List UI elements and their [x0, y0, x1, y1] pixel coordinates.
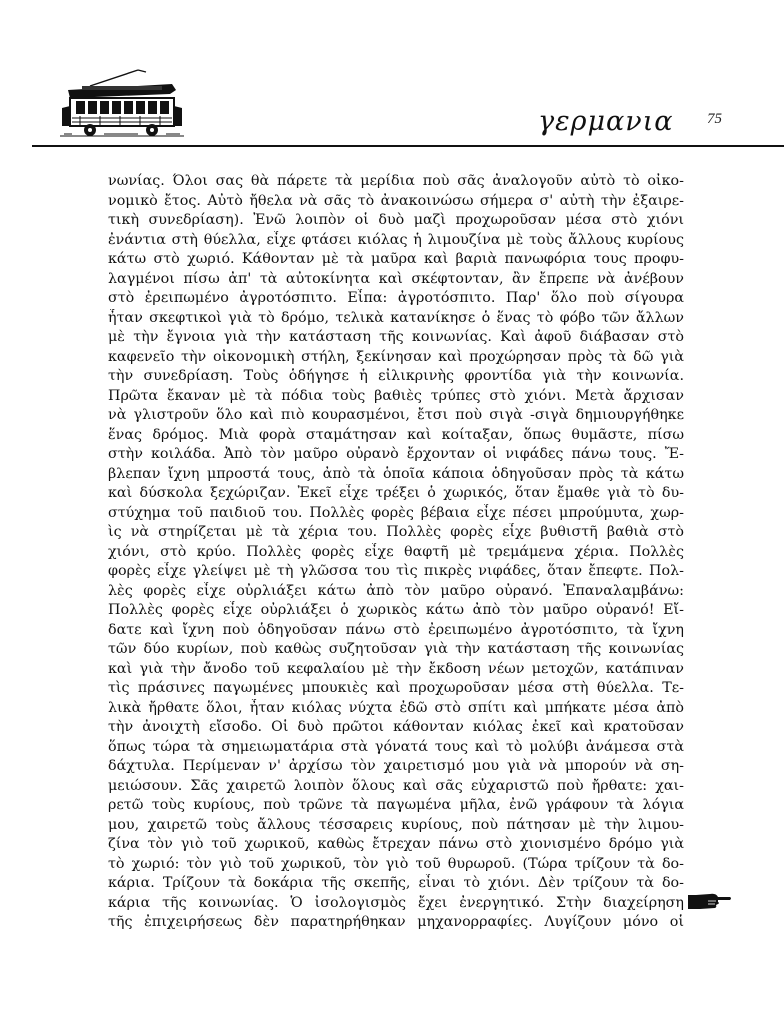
text-line: μὲ τὴν ἔγνοια γιὰ τὴν κατάσταση τῆς κοινωνίας. Καὶ ἀφοῦ διάβασαν στὸ: [108, 329, 684, 345]
text-line: ρετῶ τοὺς κυρίους, ποὺ τρῶνε τὰ παγωμένα μῆλα, ἐνῶ γράφουν τὰ λόγια: [108, 797, 684, 813]
text-line: λαγμένοι πίσω ἀπ' τὰ αὐτοκίνητα καὶ σκέφτονταν, ἂν ἔπρεπε νὰ ἀνέβουν: [108, 270, 684, 287]
text-line: νωνίας. Όλοι σας θὰ πάρετε τὰ μερίδια ποὺ σᾶς ἀναλογοῦν αὐτὸ τὸ οἰκο-: [108, 173, 684, 189]
text-line: στὸ ἐρειπωμένο ἀγροτόσπιτο. Εἶπα: ἀγροτόσπιτο. Παρ' ὅλο ποὺ σίγουρα: [108, 290, 684, 306]
running-title: γερμανια: [538, 106, 674, 137]
header-divider: [32, 145, 784, 147]
text-line: βλεπαν ἴχνη μπροστά τους, ἀπὸ τὰ ὁποῖα κάποια ὁδηγοῦσαν πρὸς τὰ κάτω: [108, 465, 684, 482]
text-line: ὶς νὰ στηρίζεται μὲ τὰ χέρια του. Πολλὲς φορὲς εἶχε βυθιστῆ βαθιὰ στὸ: [108, 524, 684, 540]
text-line: λικὰ ἤρθατε ὅλοι, ἦταν κιόλας νύχτα ἐδῶ στὸ σπίτι καὶ μπήκατε μέσα ἀπὸ: [108, 699, 684, 716]
text-line: Πολλὲς φορὲς εἶχε οὐρλιάξει ὁ χωρικὸς κάτω ἀπὸ τὸν μαῦρο οὐρανό! Εἴ-: [108, 602, 684, 618]
text-line: στὴν κοιλάδα. Ἀπὸ τὸν μαῦρο οὐρανὸ ἔρχονταν οἱ νιφάδες πάνω τους. Ἔ-: [108, 446, 684, 462]
page-header: [0, 0, 784, 150]
text-line: ὅπως τώρα τὰ σημειωματάρια στὰ γόνατά τους καὶ τὸ μολύβι ἀνάμεσα στὰ: [108, 738, 684, 755]
text-line: κάρια. Τρίζουν τὰ δοκάρια τῆς σκεπῆς, εἶναι τὸ χιόνι. Δὲν τρίζουν τὰ δο-: [108, 875, 684, 891]
text-line: ζίνα τὸν γιὸ τοῦ χωρικοῦ, καθὼς ἔτρεχαν πάνω στὸ χιονισμένο δρόμο γιὰ: [108, 836, 684, 852]
text-line: τῆς ἐπιχειρήσεως δὲν παρατηρήθηκαν μηχανορραφίες. Λυγίζουν μόνο οἱ: [108, 914, 684, 930]
text-line: νομικὸ ἔτος. Αὐτὸ ἤθελα νὰ σᾶς τὸ ἀνακοινώσω σήμερα σ' αὐτὴ τὴν ἐξαιρε-: [108, 192, 684, 209]
text-line: φορὲς εἶχε γλείψει μὲ τὴ γλῶσσα του τὶς πικρὲς νιφάδες, ὅταν ἔπεφτε. Πολ-: [108, 563, 684, 579]
text-line: μου, χαιρετῶ τοὺς ἄλλους τέσσαρεις κυρίους, ποὺ πάτησαν μὲ τὴν λιμου-: [108, 816, 684, 833]
body-text: [108, 172, 684, 933]
text-line: τὸ χωριό: τὸν γιὸ τοῦ χωρικοῦ, τὸν γιὸ τοῦ θυρωροῦ. (Τώρα τρίζουν τὰ δο-: [108, 855, 684, 872]
text-line: στύχημα τοῦ παιδιοῦ του. Πολλὲς φορὲς βέβαια εἶχε πέσει μπρούμυτα, χωρ-: [108, 504, 684, 521]
text-line: καὶ γιὰ τὴν ἄνοδο τοῦ κεφαλαίου μὲ τὴν ἔκδοση νέων μετοχῶν, κατάπιναν: [108, 660, 684, 677]
text-line: κάτω στὸ χωριό. Κάθονταν μὲ τὰ μαῦρα καὶ βαριὰ πανωφόρια τους προφυ-: [108, 251, 684, 267]
text-line: μειώσουν. Σᾶς χαιρετῶ λοιπὸν ὅλους καὶ σᾶς εὐχαριστῶ ποὺ ἤρθατε: χαι-: [108, 777, 684, 794]
text-line: τῶν δύο κυρίων, ποὺ καθὼς συζητοῦσαν γιὰ τὴν κατάσταση τῆς κοινωνίας: [108, 641, 684, 657]
text-line: νὰ γλιστροῦν ὅλο καὶ πιὸ κουρασμένοι, ἔτσι ποὺ σιγὰ -σιγὰ δημιουργήθηκε: [108, 407, 684, 423]
text-line: καὶ δύσκολα ξεχώριζαν. Ἐκεῖ εἶχε τρέξει ὁ χωρικός, ὅταν ἔμαθε γιὰ τὸ δυ-: [108, 485, 684, 501]
text-line: λὲς φορὲς εἶχε οὐρλιάξει κάτω ἀπὸ τὸν μαῦρο οὐρανό. Ἐπαναλαμβάνω:: [108, 582, 684, 599]
text-line: τὴν ἀνοιχτὴ εἴσοδο. Οἱ δυὸ πρῶτοι κάθονταν κιόλας ἐκεῖ καὶ κρατοῦσαν: [108, 719, 684, 735]
text-line: δατε καὶ ἴχνη ποὺ ὁδηγοῦσαν πάνω στὸ ἐρειπωμένο ἀγροτόσπιτο, τὰ ἴχνη: [108, 621, 684, 638]
text-line: καφενεῖο τὴν οἰκονομικὴ στήλη, ξεκίνησαν καὶ προχώρησαν πρὸς τὰ δῶ γιὰ: [108, 348, 684, 365]
text-line: Πρῶτα ἔκαναν μὲ τὰ πόδια τοὺς βαθιὲς τρύπες στὸ χιόνι. Μετὰ ἄρχισαν: [108, 387, 684, 404]
text-line: κάρια τῆς κοινωνίας. Ὁ ἰσολογισμὸς ἔχει ἐνεργητικό. Στὴν διαχείρηση: [108, 894, 684, 911]
text-line: χιόνι, στὸ κρύο. Πολλὲς φορὲς εἶχε θαφτῆ μὲ τρεμάμενα χέρια. Πολλὲς: [108, 543, 684, 560]
text-line: τικὴ συνεδρίαση). Ἐνῶ λοιπὸν οἱ δυὸ μαζὶ προχωροῦσαν μέσα στὸ χιόνι: [108, 212, 684, 228]
text-line: τὶς πράσινες παγωμένες μπουκιὲς καὶ προχωροῦσαν μέσα στὴ θύελλα. Τε-: [108, 680, 684, 696]
page-number: 75: [707, 111, 722, 127]
text-line: ἐνάντια στὴ θύελλα, εἶχε φτάσει κιόλας ἡ λιμουζίνα μὲ τοὺς ἄλλους κυρίους: [108, 231, 684, 248]
text-line: δάχτυλα. Περίμεναν ν' ἀρχίσω τὸν χαιρετισμό μου γιὰ νὰ μπορούν νὰ ση-: [108, 758, 684, 774]
text-line: ἕνας δρόμος. Μιὰ φορὰ σταμάτησαν καὶ κοίταξαν, ὅπως θυμᾶστε, πίσω: [108, 426, 684, 443]
tram-car-engraving-icon: [60, 68, 184, 138]
text-line: τὴν συνεδρίαση. Τοὺς ὁδήγησε ἡ εἰλικρινὴς φροντίδα γιὰ τὴν κοινωνία.: [108, 368, 684, 384]
pointing-hand-icon: [688, 889, 732, 913]
text-line: ἦταν σκεφτικοὶ γιὰ τὸ δρόμο, τελικὰ κατανίκησε ὁ ἕνας τὸ φόβο τῶν ἄλλων: [108, 309, 684, 326]
